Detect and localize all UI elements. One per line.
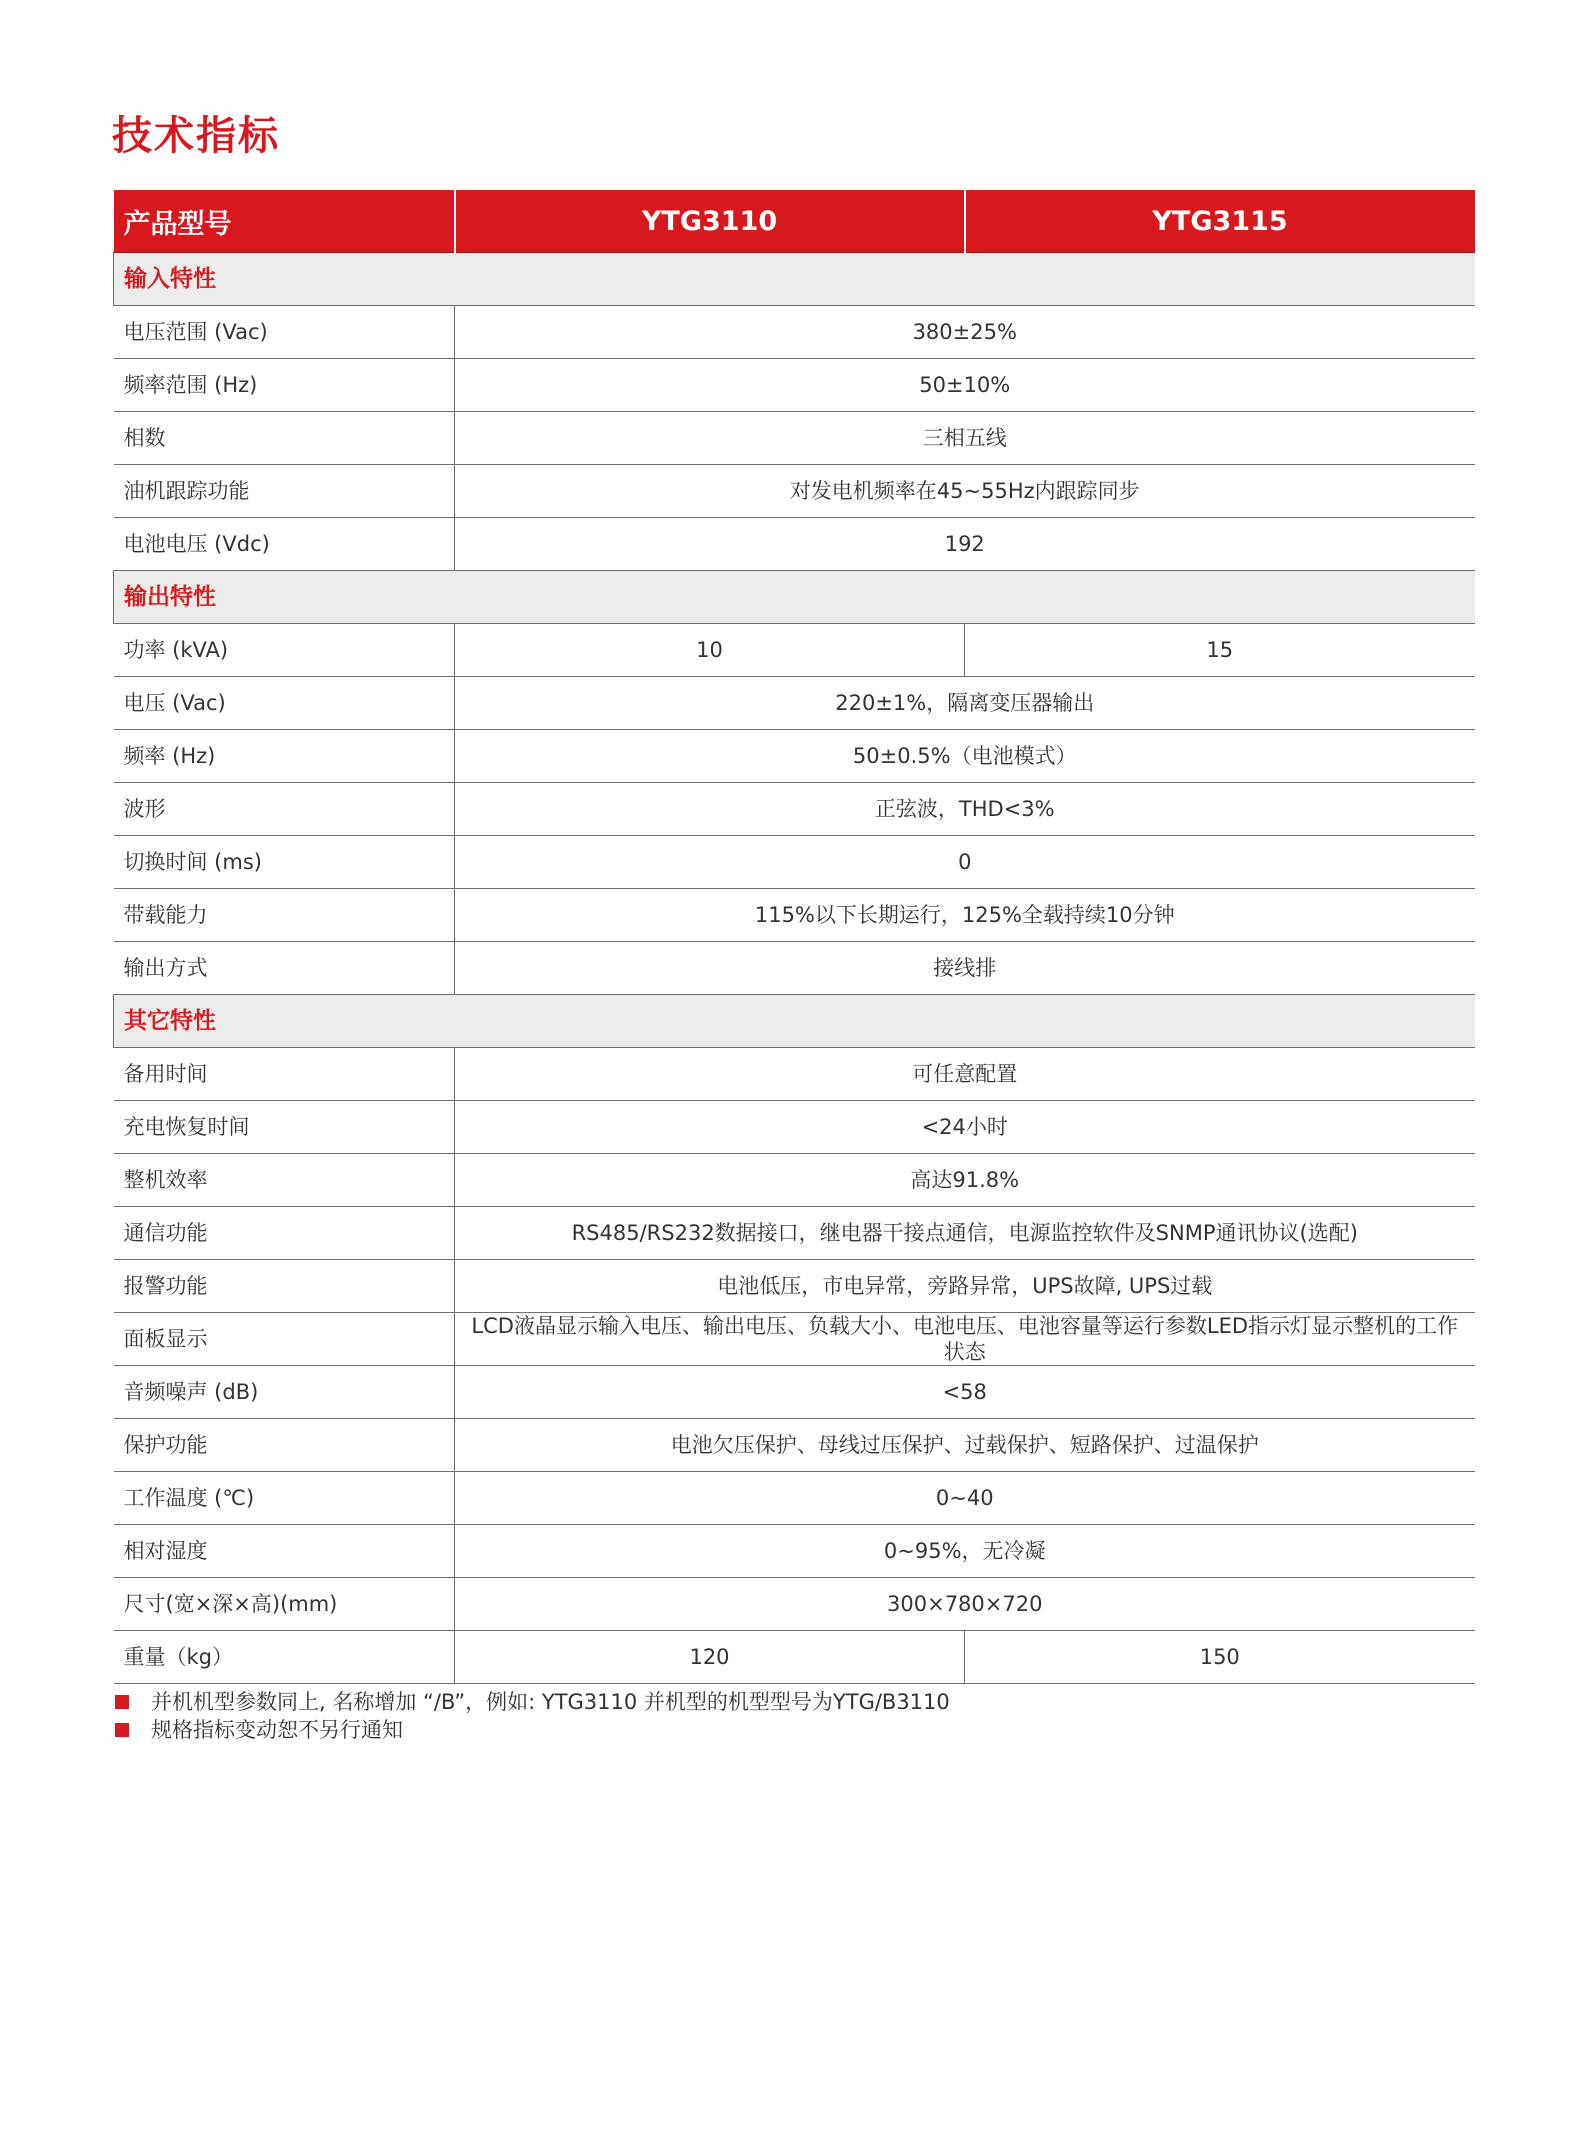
row-value: LCD液晶显示输入电压、输出电压、负载大小、电池电压、电池容量等运行参数LED指示灯显示整机的工作状态: [455, 1313, 1475, 1366]
footnote: [113, 1716, 950, 1744]
row-label: 切换时间 (ms): [114, 836, 455, 889]
row-value: <24小时: [455, 1101, 1475, 1154]
red-square-bullet-icon: [115, 1723, 129, 1737]
table-row: [114, 1101, 1475, 1154]
row-value: 0~95%，无冷凝: [455, 1525, 1475, 1578]
row-value: 电池低压，市电异常，旁路异常，UPS故障, UPS过载: [455, 1260, 1475, 1313]
row-value: 0: [455, 836, 1475, 889]
section-title: 输出特性: [114, 571, 1475, 624]
row-label: 重量（kg）: [114, 1631, 455, 1684]
row-value: 380±25%: [455, 306, 1475, 359]
row-label: 充电恢复时间: [114, 1101, 455, 1154]
row-value: 正弦波，THD<3%: [455, 783, 1475, 836]
row-value-model-a: 10: [455, 624, 965, 677]
row-label: 面板显示: [114, 1313, 455, 1366]
row-label: 报警功能: [114, 1260, 455, 1313]
row-label: 油机跟踪功能: [114, 465, 455, 518]
table-row: [114, 624, 1475, 677]
row-label: 通信功能: [114, 1207, 455, 1260]
row-value: 高达91.8%: [455, 1154, 1475, 1207]
row-label: 整机效率: [114, 1154, 455, 1207]
table-row: [114, 889, 1475, 942]
row-value: 可任意配置: [455, 1048, 1475, 1101]
table-row: [114, 1419, 1475, 1472]
table-row: [114, 1154, 1475, 1207]
table-row: [114, 465, 1475, 518]
header-model-a: YTG3110: [455, 190, 965, 253]
row-label: 相数: [114, 412, 455, 465]
row-label: 备用时间: [114, 1048, 455, 1101]
table-row: [114, 1048, 1475, 1101]
row-label: 功率 (kVA): [114, 624, 455, 677]
table-row: [114, 306, 1475, 359]
table-row: [114, 730, 1475, 783]
table-row: [114, 1207, 1475, 1260]
row-value: 对发电机频率在45~55Hz内跟踪同步: [455, 465, 1475, 518]
table-row: [114, 677, 1475, 730]
table-row: [114, 1631, 1475, 1684]
table-row: [114, 1366, 1475, 1419]
row-value-model-a: 120: [455, 1631, 965, 1684]
row-value: 0~40: [455, 1472, 1475, 1525]
table-row: [114, 1578, 1475, 1631]
row-label: 频率 (Hz): [114, 730, 455, 783]
header-model-label: 产品型号: [114, 190, 455, 253]
spec-table: [113, 190, 1475, 1684]
table-row: [114, 412, 1475, 465]
row-label: 相对湿度: [114, 1525, 455, 1578]
row-label: 输出方式: [114, 942, 455, 995]
row-value-model-b: 150: [965, 1631, 1475, 1684]
row-value: 三相五线: [455, 412, 1475, 465]
section-title: 输入特性: [114, 253, 1475, 306]
header-model-b: YTG3115: [965, 190, 1475, 253]
row-value: 220±1%，隔离变压器输出: [455, 677, 1475, 730]
table-row: [114, 1260, 1475, 1313]
row-label: 尺寸(宽×深×高)(mm): [114, 1578, 455, 1631]
table-row: [114, 942, 1475, 995]
table-row: [114, 1525, 1475, 1578]
footnote-text: 并机机型参数同上, 名称增加 “/B”，例如: YTG3110 并机型的机型型号为YTG/B3110: [151, 1690, 950, 1714]
row-value-model-b: 15: [965, 624, 1475, 677]
row-label: 保护功能: [114, 1419, 455, 1472]
footnotes: [113, 1688, 950, 1744]
row-label: 电压范围 (Vac): [114, 306, 455, 359]
row-value: 115%以下长期运行，125%全载持续10分钟: [455, 889, 1475, 942]
page-title: 技术指标: [112, 113, 280, 159]
row-label: 工作温度 (℃): [114, 1472, 455, 1525]
row-value: 50±0.5%（电池模式）: [455, 730, 1475, 783]
table-header-row: [114, 190, 1475, 253]
table-row: [114, 783, 1475, 836]
table-row: [114, 1472, 1475, 1525]
footnote: [113, 1688, 950, 1716]
section-header-output: [114, 571, 1475, 624]
section-header-other: [114, 995, 1475, 1048]
section-header-input: [114, 253, 1475, 306]
row-label: 带载能力: [114, 889, 455, 942]
red-square-bullet-icon: [115, 1695, 129, 1709]
table-row: [114, 518, 1475, 571]
table-row: [114, 836, 1475, 889]
row-label: 频率范围 (Hz): [114, 359, 455, 412]
table-row: [114, 1313, 1475, 1366]
row-value: <58: [455, 1366, 1475, 1419]
row-value: 300×780×720: [455, 1578, 1475, 1631]
row-value: 50±10%: [455, 359, 1475, 412]
row-value: 接线排: [455, 942, 1475, 995]
section-title: 其它特性: [114, 995, 1475, 1048]
row-label: 电池电压 (Vdc): [114, 518, 455, 571]
row-value: 电池欠压保护、母线过压保护、过载保护、短路保护、过温保护: [455, 1419, 1475, 1472]
row-value: RS485/RS232数据接口，继电器干接点通信，电源监控软件及SNMP通讯协议(选配): [455, 1207, 1475, 1260]
footnote-text: 规格指标变动恕不另行通知: [151, 1718, 403, 1742]
row-label: 音频噪声 (dB): [114, 1366, 455, 1419]
row-label: 波形: [114, 783, 455, 836]
row-label: 电压 (Vac): [114, 677, 455, 730]
table-row: [114, 359, 1475, 412]
row-value: 192: [455, 518, 1475, 571]
